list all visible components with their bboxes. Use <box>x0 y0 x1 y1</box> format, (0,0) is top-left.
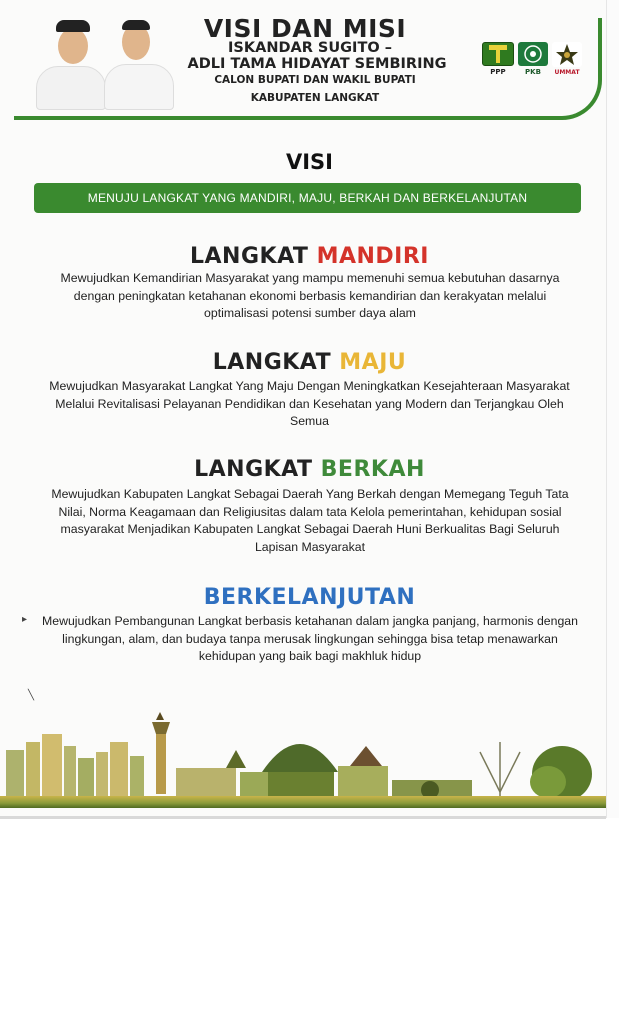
heading-accent: BERKAH <box>320 457 425 482</box>
subtitle-line-1: CALON BUPATI DAN WAKIL BUPATI <box>214 74 416 86</box>
city-skyline-illustration <box>0 712 606 812</box>
visi-heading: VISI <box>285 150 333 174</box>
visi-banner <box>34 183 581 213</box>
section-body-berkah: Mewujudkan Kabupaten Langkat Sebagai Daerah Yang Berkah dengan Memegang Teguh Tata Nilai, Norma Keagamaan dan Religiusitas dalam tata Kelola pemerintahan, kehidupan sosial masyarakat Menjadikan Kabupaten Langkat Sebagai Daerah Huni Berkualitas Bagi Seluruh Lapisan Masyarakat <box>51 487 569 554</box>
section-heading-berkelanjutan <box>0 585 606 610</box>
section-body-berkelanjutan: Mewujudkan Pembangunan Langkat berbasis ketahanan dalam jangka panjang, harmonis dengan lingkungan, alam, dan budaya tanpa merusak lingkungan sehingga bisa tetap menawarkan kehidupan yang baik bagi makhluk hidup <box>42 614 578 663</box>
candidate-photo-1 <box>34 14 106 110</box>
heading-accent: BERKELANJUTAN <box>203 585 416 610</box>
section-heading-maju: LANGKAT MAJU <box>212 350 407 375</box>
section-body-mandiri: Mewujudkan Kemandirian Masyarakat yang mampu memenuhi semua kebutuhan dasarnya dengan peningkatan ketahanan ekonomi berbasis kemandirian dan kerakyatan melalui optimalisasi potensi sumber daya alam <box>60 271 560 320</box>
candidate-photo-2 <box>102 14 174 110</box>
subtitle-line-2: KABUPATEN LANGKAT <box>250 92 380 104</box>
scan-edge <box>606 0 619 818</box>
heading-accent: MANDIRI <box>316 244 429 269</box>
scan-mark: ╲ <box>28 690 35 701</box>
pkb-logo: PKB <box>518 42 548 76</box>
ummat-logo: UMMAT <box>552 42 582 76</box>
candidate-photos <box>34 14 174 110</box>
heading-accent: MAJU <box>339 350 407 375</box>
page-title: VISI DAN MISI <box>203 14 407 43</box>
candidate-names-line-1: ISKANDAR SUGITO – <box>228 40 392 56</box>
visi-banner-text: MENUJU LANGKAT YANG MANDIRI, MAJU, BERKAH DAN BERKELANJUTAN <box>87 191 528 205</box>
section-heading-berkah: LANGKAT BERKAH <box>194 457 425 482</box>
candidate-names-line-2: ADLI TAMA HIDAYAT SEMBIRING <box>187 56 447 72</box>
ppp-logo: PPP <box>482 42 514 76</box>
scan-bottom-edge <box>0 816 606 819</box>
section-heading-mandiri: LANGKAT MANDIRI <box>190 244 429 269</box>
section-body-maju: Mewujudkan Masyarakat Langkat Yang Maju Dengan Meningkatkan Kesejahteraan Masyarakat Melalui Revitalisasi Pelayanan Pendidikan dan Kesehatan yang Modern dan Terjangkau Oleh Semua <box>49 379 570 428</box>
scan-mark: ▸ <box>22 614 28 625</box>
